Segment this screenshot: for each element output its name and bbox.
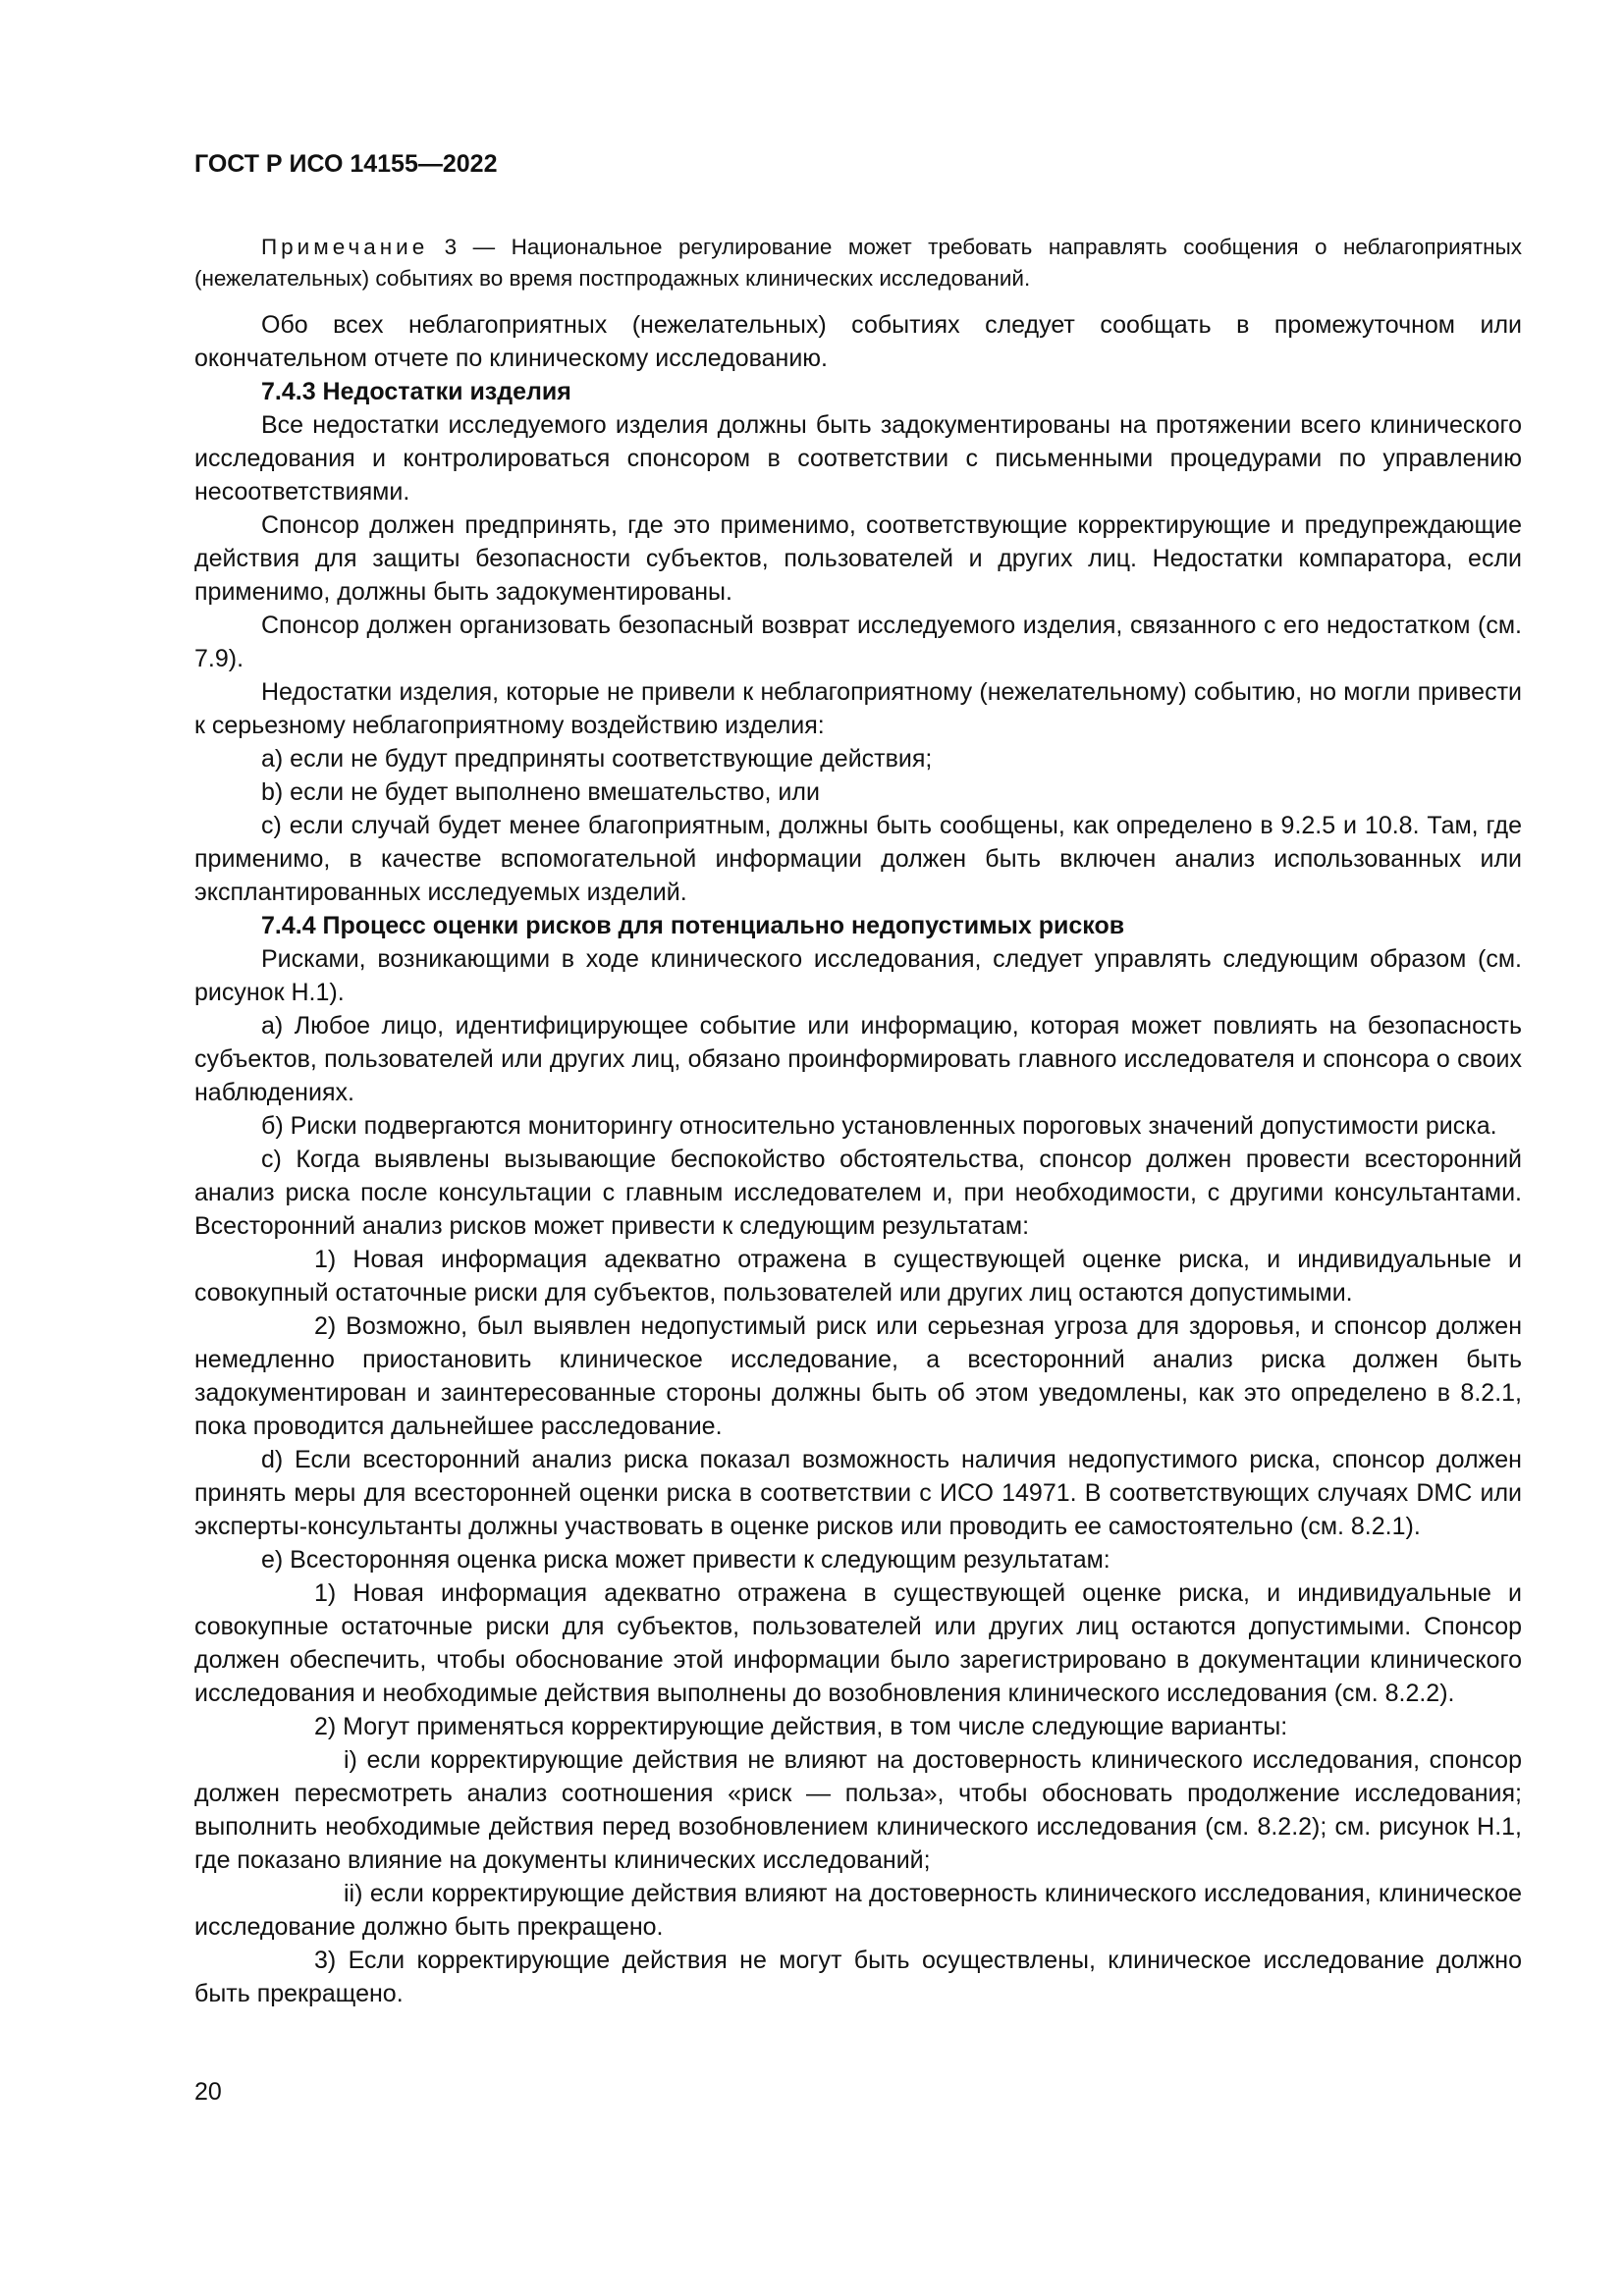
- paragraph: Недостатки изделия, которые не привели к неблагоприятному (нежелательному) событию, но могли привести к серьезному неблагоприятному воздействию изделия:: [194, 678, 1522, 739]
- sub-sub-list-item: i) если корректирующие действия не влияют на достоверность клинического исследования, спонсор должен пересмотреть анализ соотношения «риск — польза», чтобы обосновать продолжение исследования; выполнить необходимые действия перед возобновлением клинического исследования (см. 8.2.2); см. рисунок Н.1, где показано влияние на документы клинических исследований;: [194, 1746, 1522, 1874]
- note-text: 3 — Национальное регулирование может требовать направлять сообщения о неблагоприятных (нежелательных) событиях во время постпродажных клинических исследований.: [194, 235, 1522, 291]
- page-number: 20: [194, 2078, 222, 2106]
- sub-sub-list-item: ii) если корректирующие действия влияют на достоверность клинического исследования, клиническое исследование должно быть прекращено.: [194, 1880, 1522, 1941]
- sub-list-item: 2) Возможно, был выявлен недопустимый риск или серьезная угроза для здоровья, и спонсор должен немедленно приостановить клиническое исследование, а всесторонний анализ риска должен быть задокументирован и заинтересованные стороны должны быть об этом уведомлены, как это определено в 8.2.1, пока проводится дальнейшее расследование.: [194, 1312, 1522, 1440]
- document-header: ГОСТ Р ИСО 14155—2022: [194, 150, 498, 178]
- paragraph: Спонсор должен предпринять, где это применимо, соответствующие корректирующие и предупреждающие действия для защиты безопасности субъектов, пользователей и других лиц. Недостатки компаратора, если применимо, должны быть задокументированы.: [194, 511, 1522, 606]
- list-item: c) если случай будет менее благоприятным, должны быть сообщены, как определено в 9.2.5 и 10.8. Там, где применимо, в качестве вспомогательной информации должен быть включен анализ использованных или эксплантированных исследуемых изделий.: [194, 812, 1522, 906]
- sub-list-item: 3) Если корректирующие действия не могут быть осуществлены, клиническое исследование должно быть прекращено.: [194, 1947, 1522, 2007]
- note-label: Примечание: [261, 235, 429, 259]
- list-item: c) Когда выявлены вызывающие беспокойство обстоятельства, спонсор должен провести всесторонний анализ риска после консультации с главным исследователем и, при необходимости, с другими консультантами. Всесторонний анализ рисков может привести к следующим результатам:: [194, 1146, 1522, 1240]
- paragraph: Спонсор должен организовать безопасный возврат исследуемого изделия, связанного с его недостатком (см. 7.9).: [194, 612, 1522, 672]
- sub-list-item: 2) Могут применяться корректирующие действия, в том числе следующие варианты:: [314, 1713, 1288, 1740]
- paragraph: Обо всех неблагоприятных (нежелательных) событиях следует сообщать в промежуточном или окончательном отчете по клиническому исследованию.: [194, 311, 1522, 372]
- note-3: [194, 232, 1522, 294]
- list-item: a) Любое лицо, идентифицирующее событие или информацию, которая может повлиять на безопасность субъектов, пользователей или других лиц, обязано проинформировать главного исследователя и спонсора о своих наблюдениях.: [194, 1012, 1522, 1106]
- sub-list-item: 1) Новая информация адекватно отражена в существующей оценке риска, и индивидуальные и совокупный остаточные риски для субъектов, пользователей или других лиц остаются допустимыми.: [194, 1246, 1522, 1307]
- list-item: б) Риски подвергаются мониторингу относительно установленных пороговых значений допустимости риска.: [261, 1112, 1497, 1140]
- section-heading-7-4-4: 7.4.4 Процесс оценки рисков для потенциально недопустимых рисков: [261, 912, 1125, 939]
- section-heading-7-4-3: 7.4.3 Недостатки изделия: [261, 378, 571, 405]
- document-page: [194, 147, 1522, 2010]
- list-item: a) если не будут предприняты соответствующие действия;: [261, 745, 933, 773]
- paragraph: Рисками, возникающими в ходе клинического исследования, следует управлять следующим образом (см. рисунок Н.1).: [194, 945, 1522, 1006]
- list-item: d) Если всесторонний анализ риска показал возможность наличия недопустимого риска, спонсор должен принять меры для всесторонней оценки риска в соответствии с ИСО 14971. В соответствующих случаях DMC или эксперты-консультанты должны участвовать в оценке рисков или проводить ее самостоятельно (см. 8.2.1).: [194, 1446, 1522, 1540]
- paragraph: Все недостатки исследуемого изделия должны быть задокументированы на протяжении всего клинического исследования и контролироваться спонсором в соответствии с письменными процедурами по управлению несоответствиями.: [194, 411, 1522, 506]
- sub-list-item: 1) Новая информация адекватно отражена в существующей оценке риска, и индивидуальные и совокупные остаточные риски для субъектов, пользователей или других лиц остаются допустимыми. Спонсор должен обеспечить, чтобы обоснование этой информации было зарегистрировано в документации клинического исследования и необходимые действия выполнены до возобновления клинического исследования (см. 8.2.2).: [194, 1579, 1522, 1707]
- list-item: e) Всесторонняя оценка риска может привести к следующим результатам:: [261, 1546, 1110, 1574]
- list-item: b) если не будет выполнено вмешательство, или: [261, 778, 820, 806]
